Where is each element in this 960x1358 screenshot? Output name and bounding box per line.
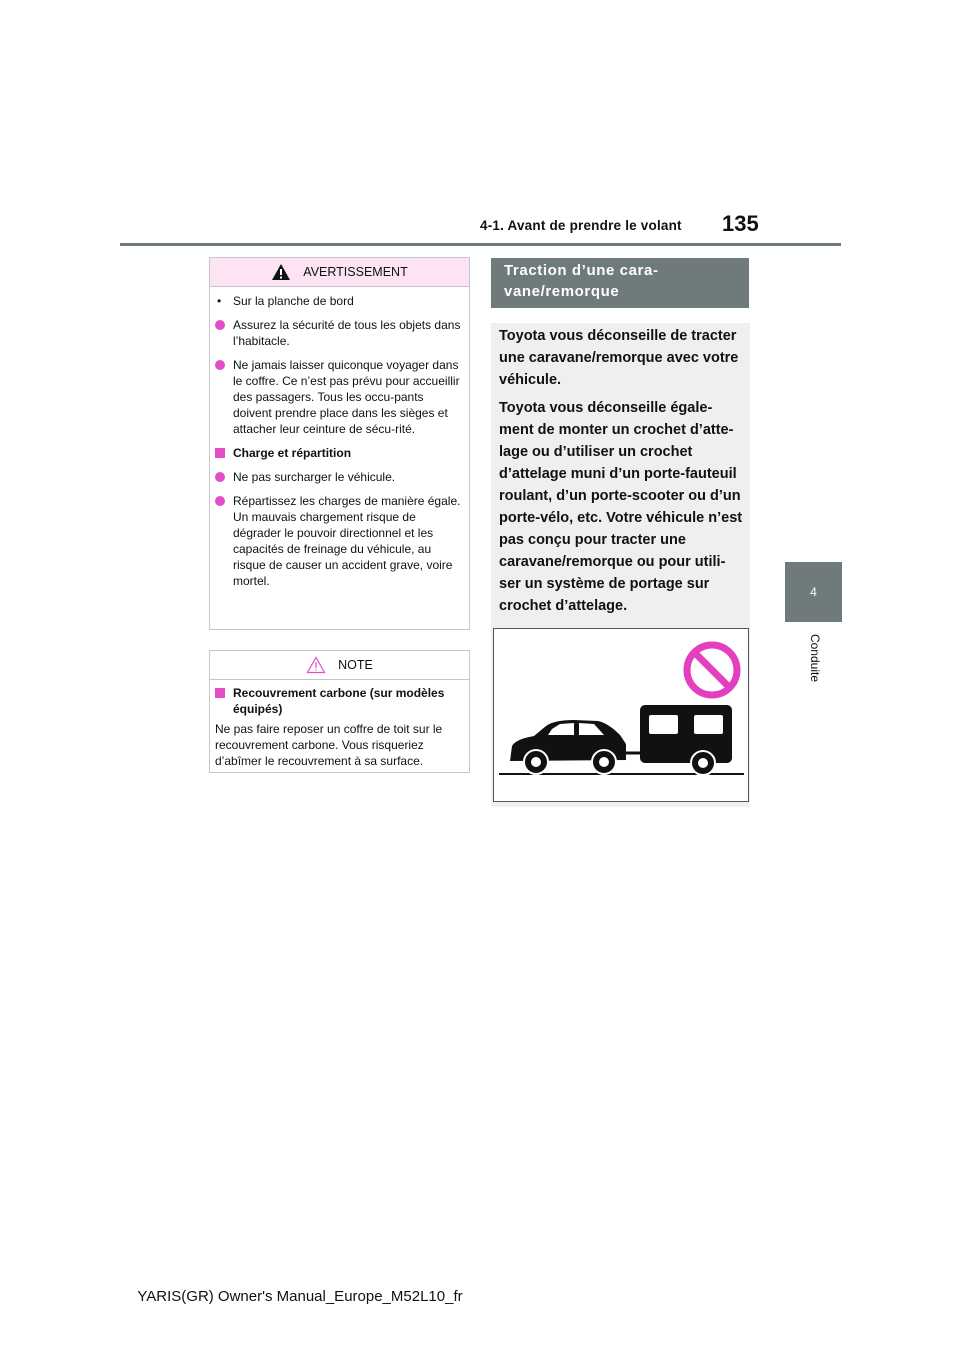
chapter-number: 4 bbox=[810, 585, 817, 599]
warning-item: Ne jamais laisser quiconque voyager dans le coffre. Ce n’est pas prévu pour accueillir des passagers. Tous les occu-pants doivent prendre place dans les sièges et attacher leur ceinture de sécu-rité. bbox=[215, 357, 464, 437]
warning-body bbox=[210, 287, 469, 589]
bullet-icon bbox=[215, 472, 225, 482]
traction-paragraph: Toyota vous déconseille égale-ment de monter un crochet d’atte-lage ou d’utiliser un crochet d’attelage muni d’un porte-fauteuil roulant, d’un porte-scooter ou d’un porte-vélo, etc. Votre véhicule n’est pas conçu pour tracter une caravane/remorque ou pour utili-ser un système de portage sur crochet d’attelage. bbox=[499, 400, 743, 614]
traction-heading: Traction d’une cara-vane/remorque bbox=[491, 258, 749, 308]
note-subheading: Recouvrement carbone (sur modèles équipés) bbox=[215, 685, 464, 717]
bullet-icon: • bbox=[217, 294, 222, 308]
caravan-silhouette bbox=[640, 705, 732, 775]
traction-text bbox=[499, 325, 744, 623]
chapter-label: Conduite bbox=[808, 633, 822, 683]
prohibition-icon bbox=[687, 645, 737, 695]
square-bullet-icon bbox=[215, 448, 225, 458]
footer-manual-id: YARIS(GR) Owner's Manual_Europe_M52L10_fr bbox=[137, 1288, 463, 1305]
towing-prohibited-illustration bbox=[493, 628, 749, 802]
header-divider bbox=[120, 243, 841, 246]
note-box bbox=[209, 650, 470, 773]
note-header bbox=[210, 651, 469, 680]
page-number: 135 bbox=[722, 211, 759, 236]
warning-item: Ne pas surcharger le véhicule. bbox=[215, 469, 464, 485]
traction-paragraph: Toyota vous déconseille de tracter une caravane/remorque avec votre véhicule. bbox=[499, 328, 739, 388]
note-body bbox=[210, 680, 469, 769]
warning-box bbox=[209, 257, 470, 630]
bullet-icon bbox=[215, 496, 225, 506]
note-text: Ne pas faire reposer un coffre de toit sur le recouvrement carbone. Vous risqueriez d’abîmer le recouvrement à sa surface. bbox=[215, 722, 443, 768]
warning-header bbox=[210, 258, 469, 287]
warning-intro: • Sur la planche de bord bbox=[217, 294, 354, 308]
note-title: NOTE bbox=[338, 658, 373, 672]
warning-title: AVERTISSEMENT bbox=[303, 265, 408, 279]
caution-triangle-icon bbox=[306, 656, 326, 674]
section-title: 4-1. Avant de prendre le volant bbox=[480, 218, 682, 233]
warning-item: Répartissez les charges de manière égale. Un mauvais chargement risque de dégrader le pouvoir directionnel et les capacités de freinage du véhicule, au risque de causer un accident grave, voire mortel. bbox=[215, 493, 464, 589]
warning-subheading: Charge et répartition bbox=[215, 445, 464, 461]
square-bullet-icon bbox=[215, 688, 225, 698]
warning-item: Assurez la sécurité de tous les objets dans l’habitacle. bbox=[215, 317, 464, 349]
warning-triangle-icon bbox=[271, 263, 291, 281]
car-silhouette bbox=[510, 720, 640, 774]
bullet-icon bbox=[215, 360, 225, 370]
bullet-icon bbox=[215, 320, 225, 330]
car-towing-caravan-image bbox=[494, 629, 748, 801]
